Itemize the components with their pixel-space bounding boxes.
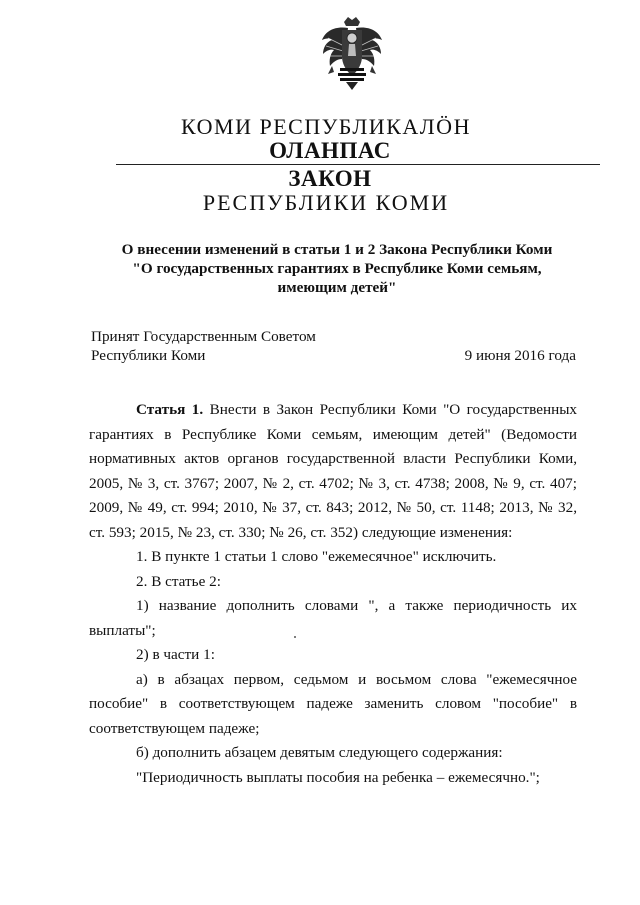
article-intro-line: Статья 1. Внести в Закон Республики Коми "О государственных [136, 401, 577, 418]
header-olanpas: ОЛАНПАС [269, 138, 391, 163]
article-intro-line: гарантиях в Республике Коми семьям, имеющим детей" (Ведомости [89, 425, 577, 443]
document-title-line: "О государственных гарантиях в Республике Коми семьям, [132, 260, 542, 277]
header-divider [116, 164, 600, 165]
document-title-line: имеющим детей" [277, 279, 397, 296]
header-zakon: ЗАКОН [288, 166, 372, 191]
document-title [100, 240, 574, 297]
adopted-by-line2: Республики Коми [91, 347, 206, 364]
item-2-2: 2) в части 1: [136, 646, 215, 663]
item-2-1-line: 1) название дополнить словами ", а также периодичность их [136, 597, 577, 614]
document-title-line: О внесении изменений в статьи 1 и 2 Закона Республики Коми [121, 241, 553, 258]
scan-speck [294, 636, 296, 638]
header-respubliki: РЕСПУБЛИКИ КОМИ [202, 190, 450, 215]
item-2: 2. В статье 2: [136, 572, 221, 590]
adoption-date: 9 июня 2016 года [464, 347, 576, 364]
item-2-2a-line: пособие" в соответствующем падеже заменить словом "пособие" в [89, 695, 577, 712]
article-body [89, 398, 577, 790]
article-intro-line: ст. 593; 2015, № 23, ст. 330; № 26, ст. 352) следующие изменения: [89, 523, 513, 541]
article-intro-line: 2009, № 49, ст. 994; 2010, № 37, ст. 843; 2012, № 50, ст. 1148; 2013, № 32, [89, 499, 577, 516]
article-intro-line: 2005, № 3, ст. 3767; 2007, № 2, ст. 4702; № 3, ст. 4738; 2008, № 9, ст. 407; [89, 474, 577, 492]
adoption-block [91, 327, 576, 365]
header-komi-title: КОМИ РЕСПУБЛИКАЛӦН [181, 114, 471, 139]
item-1: 1. В пункте 1 статьи 1 слово "ежемесячное" исключить. [136, 548, 497, 565]
coat-of-arms-emblem [318, 16, 386, 92]
item-2-1-line: выплаты"; [89, 621, 156, 639]
item-2-2a-line: а) в абзацах первом, седьмом и восьмом слова "ежемесячное [136, 670, 577, 688]
item-2-2a-line: соответствующем падеже; [89, 719, 260, 737]
article-label: Статья 1. [136, 401, 204, 418]
adopted-by-line1: Принят Государственным Советом [91, 328, 316, 345]
article-intro-line: нормативных актов органов государственной власти Республики Коми, [89, 450, 577, 467]
quoted-text: "Периодичность выплаты пособия на ребенка – ежемесячно."; [136, 768, 540, 786]
item-2-2b: б) дополнить абзацем девятым следующего содержания: [136, 744, 503, 761]
